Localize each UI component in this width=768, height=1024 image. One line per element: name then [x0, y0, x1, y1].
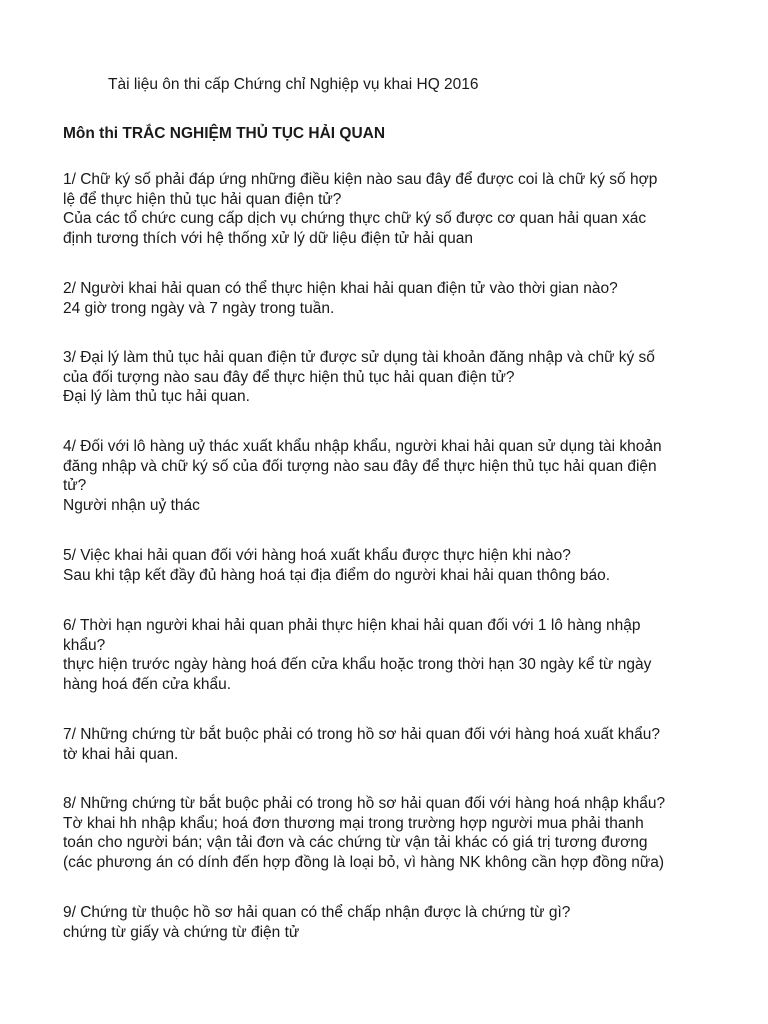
question-7-line-1: 7/ Những chứng từ bắt buộc phải có trong hồ sơ hải quan đối với hàng hoá xuất khẩu? — [63, 726, 660, 743]
answer-4-line-1: Người nhận uỷ thác — [63, 496, 200, 514]
question-block-9 — [63, 903, 713, 942]
answer-3-line-1: Đại lý làm thủ tục hải quan. — [63, 388, 250, 405]
answer-1-line-2: định tương thích với hệ thống xử lý dữ liệu điện tử hải quan — [63, 229, 473, 247]
answer-7-line-1: tờ khai hải quan. — [63, 745, 179, 763]
answer-8-line-3: (các phương án có dính đến hợp đồng là loại bỏ, vì hàng NK không cần hợp đồng nữa) — [63, 853, 665, 871]
question-1-line-2: lệ để thực hiện thủ tục hải quan điện tử? — [63, 190, 342, 208]
question-block-1 — [63, 170, 713, 248]
question-4-line-3: tử? — [63, 477, 87, 494]
question-4-line-1: 4/ Đối với lô hàng uỷ thác xuất khẩu nhập khẩu, người khai hải quan sử dụng tài khoản — [63, 438, 662, 455]
question-block-3 — [63, 348, 713, 407]
question-3-line-2: của đối tượng nào sau đây để thực hiện thủ tục hải quan điện tử? — [63, 368, 515, 386]
question-6-line-1: 6/ Thời hạn người khai hải quan phải thực hiện khai hải quan đối với 1 lô hàng nhập — [63, 617, 641, 634]
question-1-line-1: 1/ Chữ ký số phải đáp ứng những điều kiện nào sau đây để được coi là chữ ký số hợp — [63, 171, 658, 188]
answer-8-line-2: toán cho người bán; vận tải đơn và các chứng từ vận tải khác có giá trị tương đương — [63, 834, 648, 851]
answer-1-line-1: Của các tổ chức cung cấp dịch vụ chứng thực chữ ký số được cơ quan hải quan xác — [63, 210, 647, 227]
answer-9-line-1: chứng từ giấy và chứng từ điện tử — [63, 923, 300, 941]
question-block-2 — [63, 279, 713, 318]
question-4-line-2: đăng nhập và chữ ký số của đối tượng nào sau đây để thực hiện thủ tục hải quan điện — [63, 457, 657, 475]
question-block-4 — [63, 437, 713, 515]
question-block-8 — [63, 794, 713, 872]
question-2-line-1: 2/ Người khai hải quan có thể thực hiện khai hải quan điện tử vào thời gian nào? — [63, 280, 618, 297]
exam-subject — [63, 124, 385, 144]
document-header: Tài liệu ôn thi cấp Chứng chỉ Nghiệp vụ khai HQ 2016 — [108, 76, 479, 93]
question-block-6 — [63, 616, 713, 694]
answer-5-line-1: Sau khi tập kết đầy đủ hàng hoá tại địa điểm do người khai hải quan thông báo. — [63, 566, 611, 584]
answer-2-line-1: 24 giờ trong ngày và 7 ngày trong tuần. — [63, 299, 335, 317]
question-block-5 — [63, 546, 713, 585]
answer-6-line-1: thực hiện trước ngày hàng hoá đến cửa khẩu hoặc trong thời hạn 30 ngày kể từ ngày — [63, 656, 652, 673]
question-6-line-2: khẩu? — [63, 636, 106, 654]
question-3-line-1: 3/ Đại lý làm thủ tục hải quan điện tử được sử dụng tài khoản đăng nhập và chữ ký số — [63, 349, 655, 366]
question-9-line-1: 9/ Chứng từ thuộc hồ sơ hải quan có thể chấp nhận được là chứng từ gì? — [63, 904, 571, 921]
question-block-7 — [63, 725, 713, 764]
answer-6-line-2: hàng hoá đến cửa khẩu. — [63, 675, 232, 693]
answer-8-line-1: Tờ khai hh nhập khẩu; hoá đơn thương mại trong trường hợp người mua phải thanh — [63, 814, 644, 832]
exam-subject-prefix: Môn thi — [63, 125, 123, 142]
question-8-line-1: 8/ Những chứng từ bắt buộc phải có trong hồ sơ hải quan đối với hàng hoá nhập khẩu? — [63, 795, 666, 812]
question-5-line-1: 5/ Việc khai hải quan đối với hàng hoá xuất khẩu được thực hiện khi nào? — [63, 547, 571, 564]
exam-subject-title: TRẮC NGHIỆM THỦ TỤC HẢI QUAN — [122, 125, 386, 142]
